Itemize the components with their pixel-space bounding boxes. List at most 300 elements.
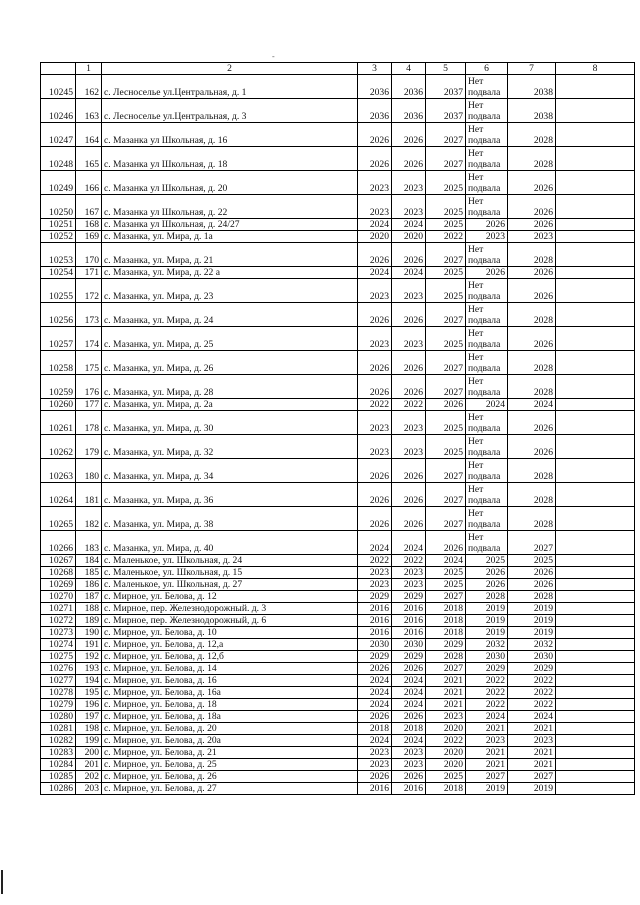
year-col5-cell: 2025 bbox=[426, 219, 466, 231]
item-number-cell: 176 bbox=[76, 375, 102, 399]
registry-number-cell: 10281 bbox=[41, 723, 76, 735]
item-number-cell: 170 bbox=[76, 243, 102, 267]
address-cell: с. Маленькое, ул. Школьная, д. 15 bbox=[102, 567, 358, 579]
address-cell: с. Мирное, ул. Белова, д. 25 bbox=[102, 759, 358, 771]
item-number-cell: 184 bbox=[76, 555, 102, 567]
registry-number-cell: 10280 bbox=[41, 711, 76, 723]
year-col7-cell: 2026 bbox=[508, 435, 556, 459]
year-col7-cell: 2026 bbox=[508, 327, 556, 351]
year-col3-cell: 2023 bbox=[358, 567, 392, 579]
year-col4-cell: 2026 bbox=[392, 507, 426, 531]
year-col3-cell: 2026 bbox=[358, 147, 392, 171]
col8-cell bbox=[556, 555, 635, 567]
item-number-cell: 199 bbox=[76, 735, 102, 747]
year-col7-cell: 2038 bbox=[508, 99, 556, 123]
header-cell: 7 bbox=[508, 63, 556, 75]
year-col4-cell: 2036 bbox=[392, 75, 426, 99]
col6-cell: 2030 bbox=[466, 651, 508, 663]
col8-cell bbox=[556, 171, 635, 195]
col8-cell bbox=[556, 735, 635, 747]
year-col3-cell: 2026 bbox=[358, 459, 392, 483]
year-col4-cell: 2024 bbox=[392, 735, 426, 747]
col8-cell bbox=[556, 147, 635, 171]
registry-number-cell: 10248 bbox=[41, 147, 76, 171]
item-number-cell: 174 bbox=[76, 327, 102, 351]
year-col7-cell: 2019 bbox=[508, 783, 556, 795]
item-number-cell: 165 bbox=[76, 147, 102, 171]
year-col7-cell: 2025 bbox=[508, 555, 556, 567]
table-row bbox=[41, 735, 635, 747]
year-col3-cell: 2024 bbox=[358, 267, 392, 279]
year-col4-cell: 2026 bbox=[392, 123, 426, 147]
col6-cell: Нет подвала bbox=[466, 459, 508, 483]
year-col5-cell: 2020 bbox=[426, 723, 466, 735]
year-col4-cell: 2024 bbox=[392, 699, 426, 711]
table-row bbox=[41, 759, 635, 771]
table-row bbox=[41, 783, 635, 795]
year-col7-cell: 2028 bbox=[508, 483, 556, 507]
year-col4-cell: 2023 bbox=[392, 435, 426, 459]
year-col4-cell: 2026 bbox=[392, 375, 426, 399]
address-cell: с. Мазанка, ул. Мира, д. 28 bbox=[102, 375, 358, 399]
address-cell: с. Мирное, ул. Белова, д. 12,а bbox=[102, 639, 358, 651]
col8-cell bbox=[556, 711, 635, 723]
year-col5-cell: 2027 bbox=[426, 243, 466, 267]
year-col3-cell: 2023 bbox=[358, 759, 392, 771]
registry-number-cell: 10286 bbox=[41, 783, 76, 795]
year-col3-cell: 2024 bbox=[358, 699, 392, 711]
year-col4-cell: 2026 bbox=[392, 711, 426, 723]
col6-cell: 2026 bbox=[466, 567, 508, 579]
col8-cell bbox=[556, 459, 635, 483]
address-cell: с. Мирное, ул. Белова, д. 18 bbox=[102, 699, 358, 711]
address-cell: с. Мазанка ул Школьная, д. 20 bbox=[102, 171, 358, 195]
year-col3-cell: 2026 bbox=[358, 375, 392, 399]
col6-cell: 2019 bbox=[466, 603, 508, 615]
col8-cell bbox=[556, 603, 635, 615]
year-col5-cell: 2027 bbox=[426, 351, 466, 375]
year-col4-cell: 2036 bbox=[392, 99, 426, 123]
year-col5-cell: 2022 bbox=[426, 735, 466, 747]
registry-number-cell: 10255 bbox=[41, 279, 76, 303]
year-col3-cell: 2026 bbox=[358, 483, 392, 507]
header-cell: 4 bbox=[392, 63, 426, 75]
year-col7-cell: 2019 bbox=[508, 603, 556, 615]
year-col5-cell: 2027 bbox=[426, 459, 466, 483]
col6-cell: 2032 bbox=[466, 639, 508, 651]
item-number-cell: 190 bbox=[76, 627, 102, 639]
address-cell: с. Мазанка ул Школьная, д. 18 bbox=[102, 147, 358, 171]
year-col4-cell: 2026 bbox=[392, 459, 426, 483]
item-number-cell: 197 bbox=[76, 711, 102, 723]
registry-number-cell: 10263 bbox=[41, 459, 76, 483]
col8-cell bbox=[556, 579, 635, 591]
address-cell: с. Мазанка ул Школьная, д. 16 bbox=[102, 123, 358, 147]
col8-cell bbox=[556, 567, 635, 579]
col8-cell bbox=[556, 411, 635, 435]
col8-cell bbox=[556, 243, 635, 267]
item-number-cell: 167 bbox=[76, 195, 102, 219]
header-cell bbox=[41, 63, 76, 75]
year-col3-cell: 2024 bbox=[358, 531, 392, 555]
address-cell: с. Мазанка, ул. Мира, д. 30 bbox=[102, 411, 358, 435]
item-number-cell: 196 bbox=[76, 699, 102, 711]
col6-cell: 2026 bbox=[466, 579, 508, 591]
year-col3-cell: 2022 bbox=[358, 399, 392, 411]
table-row bbox=[41, 627, 635, 639]
registry-number-cell: 10279 bbox=[41, 699, 76, 711]
col8-cell bbox=[556, 483, 635, 507]
col8-cell bbox=[556, 531, 635, 555]
table-row bbox=[41, 411, 635, 435]
year-col5-cell: 2018 bbox=[426, 603, 466, 615]
address-cell: с. Мирное, пер. Железнодорожный. д. 3 bbox=[102, 603, 358, 615]
year-col4-cell: 2023 bbox=[392, 327, 426, 351]
col8-cell bbox=[556, 219, 635, 231]
year-col7-cell: 2026 bbox=[508, 567, 556, 579]
registry-number-cell: 10271 bbox=[41, 603, 76, 615]
address-cell: с. Маленькое, ул. Школьная, д. 27 bbox=[102, 579, 358, 591]
header-cell: 8 bbox=[556, 63, 635, 75]
col6-cell: 2021 bbox=[466, 747, 508, 759]
table-row bbox=[41, 99, 635, 123]
registry-number-cell: 10273 bbox=[41, 627, 76, 639]
registry-number-cell: 10252 bbox=[41, 231, 76, 243]
year-col5-cell: 2025 bbox=[426, 327, 466, 351]
year-col4-cell: 2026 bbox=[392, 663, 426, 675]
year-col7-cell: 2019 bbox=[508, 627, 556, 639]
year-col4-cell: 2023 bbox=[392, 567, 426, 579]
year-col5-cell: 2027 bbox=[426, 147, 466, 171]
col6-cell: 2019 bbox=[466, 783, 508, 795]
table-row bbox=[41, 399, 635, 411]
col8-cell bbox=[556, 435, 635, 459]
year-col5-cell: 2021 bbox=[426, 687, 466, 699]
year-col3-cell: 2023 bbox=[358, 579, 392, 591]
year-col4-cell: 2023 bbox=[392, 759, 426, 771]
col8-cell bbox=[556, 303, 635, 327]
item-number-cell: 169 bbox=[76, 231, 102, 243]
table-row bbox=[41, 603, 635, 615]
col6-cell: 2025 bbox=[466, 555, 508, 567]
col8-cell bbox=[556, 699, 635, 711]
item-number-cell: 185 bbox=[76, 567, 102, 579]
year-col7-cell: 2024 bbox=[508, 399, 556, 411]
year-col7-cell: 2026 bbox=[508, 219, 556, 231]
year-col3-cell: 2029 bbox=[358, 591, 392, 603]
table-row bbox=[41, 171, 635, 195]
col8-cell bbox=[556, 399, 635, 411]
col6-cell: 2019 bbox=[466, 627, 508, 639]
year-col5-cell: 2023 bbox=[426, 711, 466, 723]
year-col4-cell: 2016 bbox=[392, 615, 426, 627]
item-number-cell: 198 bbox=[76, 723, 102, 735]
item-number-cell: 181 bbox=[76, 483, 102, 507]
year-col5-cell: 2020 bbox=[426, 759, 466, 771]
address-cell: с. Мазанка, ул. Мира, д. 38 bbox=[102, 507, 358, 531]
address-cell: с. Мирное, ул. Белова, д. 20а bbox=[102, 735, 358, 747]
year-col3-cell: 2024 bbox=[358, 687, 392, 699]
year-col5-cell: 2018 bbox=[426, 783, 466, 795]
address-cell: с. Мазанка ул Школьная, д. 22 bbox=[102, 195, 358, 219]
address-cell: с. Мазанка, ул. Мира, д. 1а bbox=[102, 231, 358, 243]
year-col5-cell: 2028 bbox=[426, 651, 466, 663]
year-col4-cell: 2023 bbox=[392, 279, 426, 303]
header-cell: 3 bbox=[358, 63, 392, 75]
address-cell: с. Мирное, ул. Белова, д. 16 bbox=[102, 675, 358, 687]
table-row bbox=[41, 375, 635, 399]
header-cell: 6 bbox=[466, 63, 508, 75]
year-col7-cell: 2022 bbox=[508, 699, 556, 711]
year-col5-cell: 2025 bbox=[426, 435, 466, 459]
col6-cell: 2022 bbox=[466, 687, 508, 699]
year-col5-cell: 2027 bbox=[426, 375, 466, 399]
table-row bbox=[41, 351, 635, 375]
col8-cell bbox=[556, 507, 635, 531]
registry-number-cell: 10274 bbox=[41, 639, 76, 651]
year-col5-cell: 2029 bbox=[426, 639, 466, 651]
registry-number-cell: 10269 bbox=[41, 579, 76, 591]
col8-cell bbox=[556, 723, 635, 735]
year-col7-cell: 2028 bbox=[508, 147, 556, 171]
registry-number-cell: 10278 bbox=[41, 687, 76, 699]
address-cell: с. Мирное, ул. Белова, д. 26 bbox=[102, 771, 358, 783]
year-col3-cell: 2026 bbox=[358, 663, 392, 675]
table-row bbox=[41, 147, 635, 171]
item-number-cell: 172 bbox=[76, 279, 102, 303]
registry-number-cell: 10260 bbox=[41, 399, 76, 411]
year-col7-cell: 2028 bbox=[508, 507, 556, 531]
item-number-cell: 175 bbox=[76, 351, 102, 375]
year-col5-cell: 2037 bbox=[426, 75, 466, 99]
year-col7-cell: 2028 bbox=[508, 459, 556, 483]
col8-cell bbox=[556, 195, 635, 219]
year-col5-cell: 2027 bbox=[426, 123, 466, 147]
year-col3-cell: 2023 bbox=[358, 411, 392, 435]
year-col7-cell: 2026 bbox=[508, 171, 556, 195]
year-col7-cell: 2027 bbox=[508, 771, 556, 783]
address-cell: с. Мазанка, ул. Мира, д. 36 bbox=[102, 483, 358, 507]
col6-cell: Нет подвала bbox=[466, 435, 508, 459]
col6-cell: Нет подвала bbox=[466, 303, 508, 327]
item-number-cell: 186 bbox=[76, 579, 102, 591]
year-col4-cell: 2023 bbox=[392, 171, 426, 195]
col6-cell: 2023 bbox=[466, 231, 508, 243]
address-cell: с. Мазанка, ул. Мира, д. 21 bbox=[102, 243, 358, 267]
year-col5-cell: 2026 bbox=[426, 531, 466, 555]
col6-cell: 2021 bbox=[466, 723, 508, 735]
address-cell: с. Мазанка, ул. Мира, д. 2а bbox=[102, 399, 358, 411]
item-number-cell: 202 bbox=[76, 771, 102, 783]
col8-cell bbox=[556, 663, 635, 675]
year-col3-cell: 2023 bbox=[358, 279, 392, 303]
year-col5-cell: 2024 bbox=[426, 555, 466, 567]
year-col4-cell: 2016 bbox=[392, 603, 426, 615]
year-col3-cell: 2023 bbox=[358, 171, 392, 195]
registry-number-cell: 10277 bbox=[41, 675, 76, 687]
table-row bbox=[41, 483, 635, 507]
col8-cell bbox=[556, 627, 635, 639]
year-col4-cell: 2024 bbox=[392, 531, 426, 555]
page-mark: - bbox=[272, 52, 275, 61]
year-col5-cell: 2025 bbox=[426, 171, 466, 195]
item-number-cell: 166 bbox=[76, 171, 102, 195]
address-cell: с. Мирное, ул. Белова, д. 10 bbox=[102, 627, 358, 639]
year-col5-cell: 2018 bbox=[426, 615, 466, 627]
year-col5-cell: 2021 bbox=[426, 699, 466, 711]
year-col7-cell: 2026 bbox=[508, 411, 556, 435]
registry-number-cell: 10250 bbox=[41, 195, 76, 219]
registry-number-cell: 10253 bbox=[41, 243, 76, 267]
col8-cell bbox=[556, 591, 635, 603]
year-col7-cell: 2038 bbox=[508, 75, 556, 99]
year-col3-cell: 2026 bbox=[358, 303, 392, 327]
year-col3-cell: 2026 bbox=[358, 351, 392, 375]
year-col4-cell: 2024 bbox=[392, 219, 426, 231]
year-col5-cell: 2025 bbox=[426, 567, 466, 579]
registry-number-cell: 10264 bbox=[41, 483, 76, 507]
year-col3-cell: 2016 bbox=[358, 627, 392, 639]
col8-cell bbox=[556, 747, 635, 759]
address-cell: с. Мазанка, ул. Мира, д. 25 bbox=[102, 327, 358, 351]
year-col3-cell: 2036 bbox=[358, 99, 392, 123]
year-col4-cell: 2024 bbox=[392, 267, 426, 279]
table-row bbox=[41, 435, 635, 459]
year-col4-cell: 2024 bbox=[392, 675, 426, 687]
year-col7-cell: 2028 bbox=[508, 375, 556, 399]
year-col3-cell: 2022 bbox=[358, 555, 392, 567]
table-row bbox=[41, 123, 635, 147]
year-col5-cell: 2037 bbox=[426, 99, 466, 123]
col6-cell: 2024 bbox=[466, 399, 508, 411]
registry-number-cell: 10262 bbox=[41, 435, 76, 459]
year-col3-cell: 2023 bbox=[358, 435, 392, 459]
year-col4-cell: 2023 bbox=[392, 411, 426, 435]
year-col7-cell: 2032 bbox=[508, 639, 556, 651]
year-col4-cell: 2023 bbox=[392, 579, 426, 591]
year-col3-cell: 2026 bbox=[358, 771, 392, 783]
col6-cell: Нет подвала bbox=[466, 195, 508, 219]
year-col4-cell: 2030 bbox=[392, 639, 426, 651]
col6-cell: Нет подвала bbox=[466, 531, 508, 555]
item-number-cell: 164 bbox=[76, 123, 102, 147]
table-row bbox=[41, 75, 635, 99]
address-cell: с. Мазанка ул Школьная, д. 24/27 bbox=[102, 219, 358, 231]
col6-cell: 2019 bbox=[466, 615, 508, 627]
year-col4-cell: 2029 bbox=[392, 591, 426, 603]
year-col5-cell: 2025 bbox=[426, 771, 466, 783]
register-table-body bbox=[41, 63, 635, 795]
registry-number-cell: 10254 bbox=[41, 267, 76, 279]
address-cell: с. Мазанка, ул. Мира, д. 24 bbox=[102, 303, 358, 327]
year-col7-cell: 2024 bbox=[508, 711, 556, 723]
col8-cell bbox=[556, 771, 635, 783]
year-col7-cell: 2026 bbox=[508, 279, 556, 303]
table-row bbox=[41, 507, 635, 531]
year-col7-cell: 2028 bbox=[508, 591, 556, 603]
registry-number-cell: 10261 bbox=[41, 411, 76, 435]
address-cell: с. Лесноселье ул.Центральная, д. 3 bbox=[102, 99, 358, 123]
header-row bbox=[41, 63, 635, 75]
year-col3-cell: 2024 bbox=[358, 219, 392, 231]
year-col5-cell: 2021 bbox=[426, 675, 466, 687]
year-col7-cell: 2019 bbox=[508, 615, 556, 627]
table-row bbox=[41, 243, 635, 267]
table-row bbox=[41, 303, 635, 327]
table-row bbox=[41, 555, 635, 567]
year-col3-cell: 2020 bbox=[358, 231, 392, 243]
col8-cell bbox=[556, 231, 635, 243]
registry-number-cell: 10246 bbox=[41, 99, 76, 123]
address-cell: с. Мазанка, ул. Мира, д. 22 а bbox=[102, 267, 358, 279]
year-col7-cell: 2021 bbox=[508, 747, 556, 759]
col6-cell: 2023 bbox=[466, 735, 508, 747]
table-row bbox=[41, 231, 635, 243]
table-row bbox=[41, 675, 635, 687]
col6-cell: 2022 bbox=[466, 699, 508, 711]
year-col3-cell: 2016 bbox=[358, 603, 392, 615]
registry-number-cell: 10259 bbox=[41, 375, 76, 399]
address-cell: с. Мазанка, ул. Мира, д. 23 bbox=[102, 279, 358, 303]
year-col7-cell: 2023 bbox=[508, 735, 556, 747]
year-col3-cell: 2030 bbox=[358, 639, 392, 651]
item-number-cell: 179 bbox=[76, 435, 102, 459]
year-col5-cell: 2025 bbox=[426, 579, 466, 591]
year-col3-cell: 2023 bbox=[358, 747, 392, 759]
year-col7-cell: 2026 bbox=[508, 195, 556, 219]
table-row bbox=[41, 651, 635, 663]
year-col4-cell: 2026 bbox=[392, 243, 426, 267]
address-cell: с. Маленькое, ул. Школьная, д. 24 bbox=[102, 555, 358, 567]
item-number-cell: 203 bbox=[76, 783, 102, 795]
year-col5-cell: 2027 bbox=[426, 507, 466, 531]
col8-cell bbox=[556, 675, 635, 687]
address-cell: с. Мирное, ул. Белова, д. 27 bbox=[102, 783, 358, 795]
year-col5-cell: 2025 bbox=[426, 279, 466, 303]
registry-number-cell: 10283 bbox=[41, 747, 76, 759]
header-cell: 5 bbox=[426, 63, 466, 75]
registry-number-cell: 10285 bbox=[41, 771, 76, 783]
col6-cell: Нет подвала bbox=[466, 123, 508, 147]
item-number-cell: 195 bbox=[76, 687, 102, 699]
registry-number-cell: 10266 bbox=[41, 531, 76, 555]
year-col5-cell: 2025 bbox=[426, 267, 466, 279]
year-col7-cell: 2028 bbox=[508, 351, 556, 375]
registry-number-cell: 10284 bbox=[41, 759, 76, 771]
col6-cell: 2029 bbox=[466, 663, 508, 675]
year-col5-cell: 2025 bbox=[426, 195, 466, 219]
item-number-cell: 178 bbox=[76, 411, 102, 435]
address-cell: с. Лесноселье ул.Центральная, д. 1 bbox=[102, 75, 358, 99]
year-col3-cell: 2018 bbox=[358, 723, 392, 735]
col6-cell: Нет подвала bbox=[466, 411, 508, 435]
address-cell: с. Мирное, ул. Белова, д. 21 bbox=[102, 747, 358, 759]
year-col7-cell: 2022 bbox=[508, 675, 556, 687]
item-number-cell: 180 bbox=[76, 459, 102, 483]
col8-cell bbox=[556, 99, 635, 123]
col6-cell: Нет подвала bbox=[466, 483, 508, 507]
registry-number-cell: 10247 bbox=[41, 123, 76, 147]
year-col7-cell: 2026 bbox=[508, 267, 556, 279]
item-number-cell: 187 bbox=[76, 591, 102, 603]
item-number-cell: 192 bbox=[76, 651, 102, 663]
table-row bbox=[41, 711, 635, 723]
registry-number-cell: 10272 bbox=[41, 615, 76, 627]
table-row bbox=[41, 219, 635, 231]
year-col5-cell: 2020 bbox=[426, 747, 466, 759]
item-number-cell: 177 bbox=[76, 399, 102, 411]
table-row bbox=[41, 747, 635, 759]
